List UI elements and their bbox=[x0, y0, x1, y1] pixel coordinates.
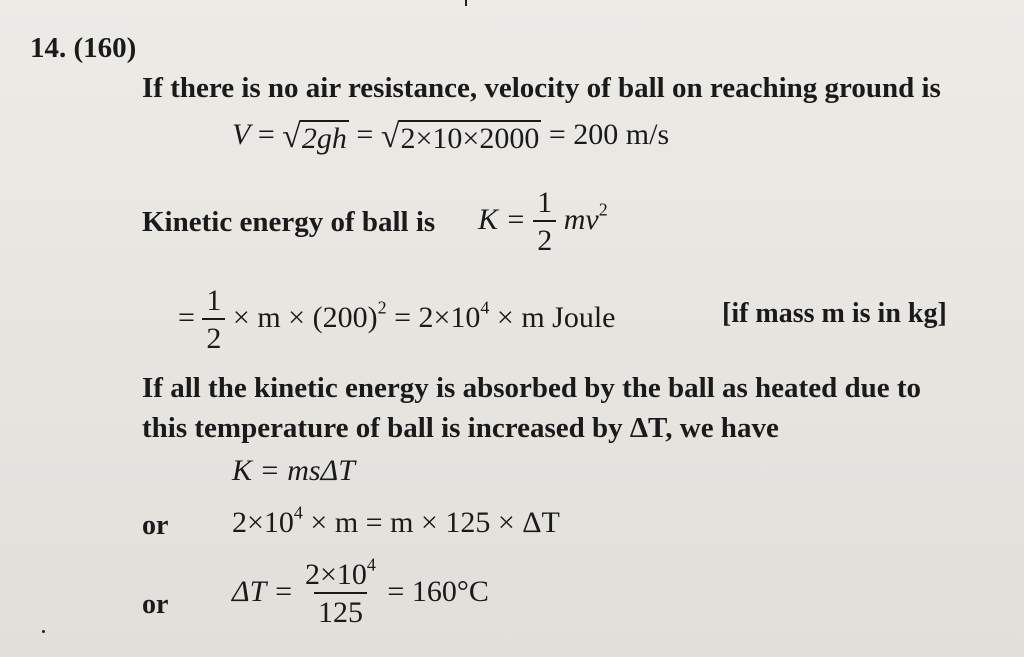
ke-mv: mv bbox=[563, 202, 599, 236]
velocity-symbol: V bbox=[232, 118, 251, 151]
sqrt-substituted bbox=[381, 120, 542, 154]
fraction-denominator: 125 bbox=[314, 592, 367, 628]
or-label-1: or bbox=[142, 510, 169, 541]
fraction-denominator: 2 bbox=[202, 318, 225, 354]
fraction-half bbox=[202, 286, 225, 354]
exponent: 2 bbox=[377, 297, 387, 318]
ke-value-part1: × m × (200) bbox=[232, 300, 378, 334]
result-fraction bbox=[301, 554, 380, 629]
velocity-equation bbox=[232, 120, 669, 154]
ke-lhs: K = bbox=[478, 202, 526, 236]
equals-sign: = bbox=[356, 118, 374, 151]
ke-value-part2: = 2×10 bbox=[386, 300, 481, 334]
fraction-denominator: 2 bbox=[533, 220, 556, 256]
mass-unit-note: [if mass m is in kg] bbox=[722, 298, 947, 329]
radical-sign: √ bbox=[282, 118, 301, 156]
sqrt-2gh bbox=[282, 120, 349, 154]
result-equation bbox=[232, 554, 489, 629]
equals-sign: = bbox=[178, 300, 195, 334]
equals-sign: = bbox=[257, 118, 275, 151]
velocity-result: = 200 m/s bbox=[548, 118, 670, 151]
heat-equation: K = msΔT bbox=[232, 454, 355, 487]
sub-part2: × m = m × 125 × ΔT bbox=[302, 506, 560, 539]
intro-text: If there is no air resistance, velocity of ball on reaching ground is bbox=[142, 72, 941, 104]
radical-sign: √ bbox=[380, 118, 400, 156]
fraction-half bbox=[533, 188, 556, 256]
radicand-2gh: 2gh bbox=[301, 122, 347, 156]
fraction-numerator bbox=[301, 554, 380, 592]
result-value: = 160°C bbox=[387, 574, 489, 608]
exponent: 4 bbox=[480, 297, 490, 318]
fraction-numerator: 1 bbox=[206, 284, 222, 317]
numerator-base: 2×10 bbox=[305, 558, 367, 591]
paragraph-line-2: this temperature of ball is increased by ΔT, we have bbox=[142, 412, 779, 444]
exponent: 4 bbox=[366, 554, 376, 575]
paragraph-line-1: If all the kinetic energy is absorbed by the ball as heated due to bbox=[142, 372, 921, 404]
fraction-numerator: 1 bbox=[537, 186, 553, 219]
ke-value-part3: × m Joule bbox=[489, 300, 616, 334]
result-lhs: ΔT = bbox=[232, 574, 294, 608]
or-label-2: or bbox=[142, 589, 169, 620]
question-heading: 14. (160) bbox=[30, 32, 137, 64]
substitution-equation bbox=[232, 502, 560, 539]
scan-mark bbox=[42, 630, 45, 633]
kinetic-energy-value bbox=[178, 286, 616, 354]
radicand-substituted: 2×10×2000 bbox=[400, 122, 540, 156]
scan-mark bbox=[465, 0, 467, 6]
sub-part1: 2×10 bbox=[232, 506, 294, 539]
exponent: 4 bbox=[293, 502, 303, 523]
exponent: 2 bbox=[598, 199, 608, 220]
kinetic-energy-label: Kinetic energy of ball is bbox=[142, 206, 436, 238]
kinetic-energy-formula bbox=[478, 188, 608, 256]
